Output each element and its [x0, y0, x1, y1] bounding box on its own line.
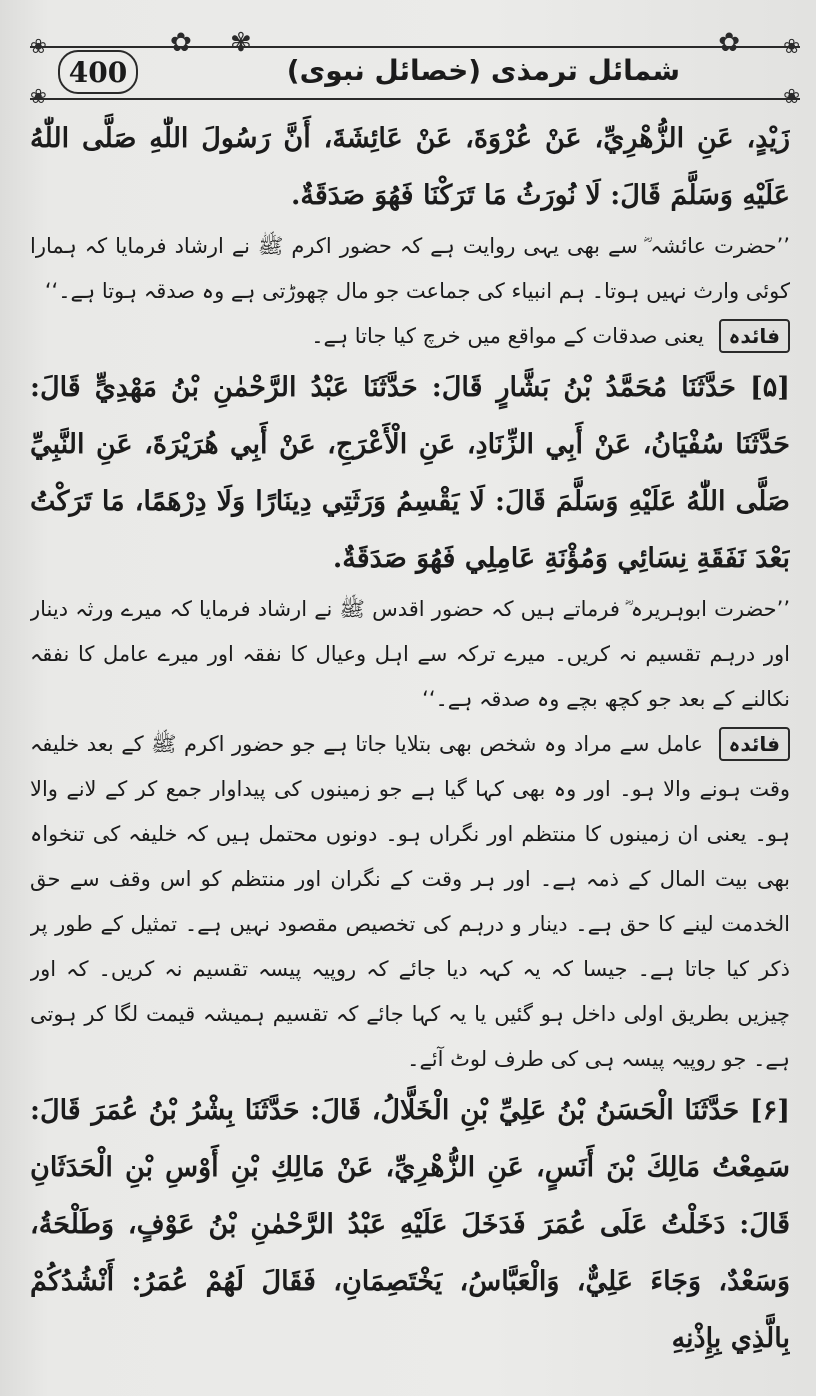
page-body [30, 110, 790, 1380]
hadith-number: [۵] [749, 372, 790, 403]
benefit-note [30, 722, 790, 1082]
benefit-label: فائدہ [719, 727, 790, 761]
benefit-label: فائدہ [719, 319, 790, 353]
arabic-hadith-text [30, 1082, 790, 1367]
benefit-text: یعنی صدقات کے مواقع میں خرچ کیا جاتا ہے۔ [311, 324, 704, 348]
benefit-text: عامل سے مراد وہ شخص بھی بتلایا جاتا ہے جو حضور اکرم ﷺ کے بعد خلیفہ وقت ہونے والا ہو۔ اور وہ بھی کہا گیا ہے جو زمینوں کی پیداوار جمع کر کے لانے والا ہو۔ یعنی ان زمینوں کا منتظم اور نگراں ہو۔ دونوں محتمل ہیں کہ خلیفہ کی تنخواہ بھی بیت المال کے ذمہ ہے۔ اور ہر وقت کے نگران اور منتظم کو اس وقف سے حق الخدمت لینے کا حق ہے۔ دینار و درہم کی تخصیص مقصود نہیں ہے۔ تمثیل کے طور پر ذکر کیا جاتا ہے۔ جیسا کہ یہ کہہ دیا جائے کہ روپیہ پیسہ تقسیم نہ کریں۔ کہ اور چیزیں بطریق اولی داخل ہو گئیں یا یہ کہا جائے کہ تقسیم ہمیشہ قیمت لگا کر ہوتی ہے۔ جو روپیہ پیسہ ہی کی طرف لوٹ آئے۔ [30, 732, 790, 1071]
benefit-note [30, 314, 790, 359]
floral-ornament-icon: ✾ [230, 28, 252, 58]
corner-ornament-icon: ❀ [30, 84, 47, 108]
page-header [30, 28, 800, 108]
arabic-hadith-text: زَيْدٍ، عَنِ الزُّهْرِيِّ، عَنْ عُرْوَةَ، عَنْ عَائِشَةَ، أَنَّ رَسُولَ اللّٰهِ صَلَّى اللّٰهُ عَلَيْهِ وَسَلَّمَ قَالَ: لَا نُورَثُ مَا تَرَكْنَا فَهُوَ صَدَقَةٌ. [30, 123, 790, 211]
arabic-hadith-text [30, 359, 790, 587]
floral-ornament-icon: ✿ [718, 28, 740, 58]
corner-ornament-icon: ❀ [30, 34, 47, 58]
urdu-translation: ’’حضرت عائشہ ؓ سے بھی یہی روایت ہے کہ حضور اکرم ﷺ نے ارشاد فرمایا کہ ہمارا کوئی وارث نہیں ہوتا۔ ہم انبیاء کی جماعت جو مال چھوڑتی ہے وہ صدقہ ہوتا ہے۔‘‘ [30, 234, 790, 303]
hadith-body: حَدَّثَنَا مُحَمَّدُ بْنُ بَشَّارٍ قَالَ: حَدَّثَنَا عَبْدُ الرَّحْمٰنِ بْنُ مَهْدِيٍّ قَالَ: حَدَّثَنَا سُفْيَانُ، عَنْ أَبِي الزِّنَادِ، عَنِ الْأَعْرَجِ، عَنْ أَبِي هُرَيْرَةَ، عَنِ النَّبِيِّ صَلَّى اللّٰهُ عَلَيْهِ وَسَلَّمَ قَالَ: لَا يَقْسِمُ وَرَثَتِي دِينَارًا وَلَا دِرْهَمًا، مَا تَرَكْتُ بَعْدَ نَفَقَةِ نِسَائِي وَمُؤْنَةِ عَامِلِي فَهُوَ صَدَقَةٌ. [30, 372, 790, 574]
page-number-frame [58, 50, 138, 94]
corner-ornament-icon: ❀ [783, 34, 800, 58]
urdu-translation: ’’حضرت ابوہریرہ ؓ فرماتے ہیں کہ حضور اقدس ﷺ نے ارشاد فرمایا کہ میرے ورثہ دینار اور درہم تقسیم نہ کریں۔ میرے ترکہ سے اہل وعیال کا نفقہ اور میرے عامل کا نفقہ نکالنے کے بعد جو کچھ بچے وہ صدقہ ہے۔‘‘ [30, 597, 790, 711]
page-number: 400 [68, 55, 128, 89]
floral-ornament-icon: ✿ [170, 28, 192, 58]
running-title: شمائل ترمذی (خصائل نبوی) [286, 54, 680, 87]
corner-ornament-icon: ❀ [783, 84, 800, 108]
hadith-body: حَدَّثَنَا الْحَسَنُ بْنُ عَلِيِّ بْنِ الْخَلَّالُ، قَالَ: حَدَّثَنَا بِشْرُ بْنُ عُمَرَ قَالَ: سَمِعْتُ مَالِكَ بْنَ أَنَسٍ، عَنِ الزُّهْرِيِّ، عَنْ مَالِكِ بْنِ أَوْسِ بْنِ الْحَدَثَانِ قَالَ: دَخَلْتُ عَلَى عُمَرَ فَدَخَلَ عَلَيْهِ عَبْدُ الرَّحْمٰنِ بْنُ عَوْفٍ، وَطَلْحَةُ، وَسَعْدٌ، وَجَاءَ عَلِيٌّ، وَالْعَبَّاسُ، يَخْتَصِمَانِ، فَقَالَ لَهُمْ عُمَرُ: أَنْشُدُكُمْ بِالَّذِي بِإِذْنِهِ [30, 1095, 790, 1354]
hadith-number: [۶] [749, 1095, 790, 1126]
